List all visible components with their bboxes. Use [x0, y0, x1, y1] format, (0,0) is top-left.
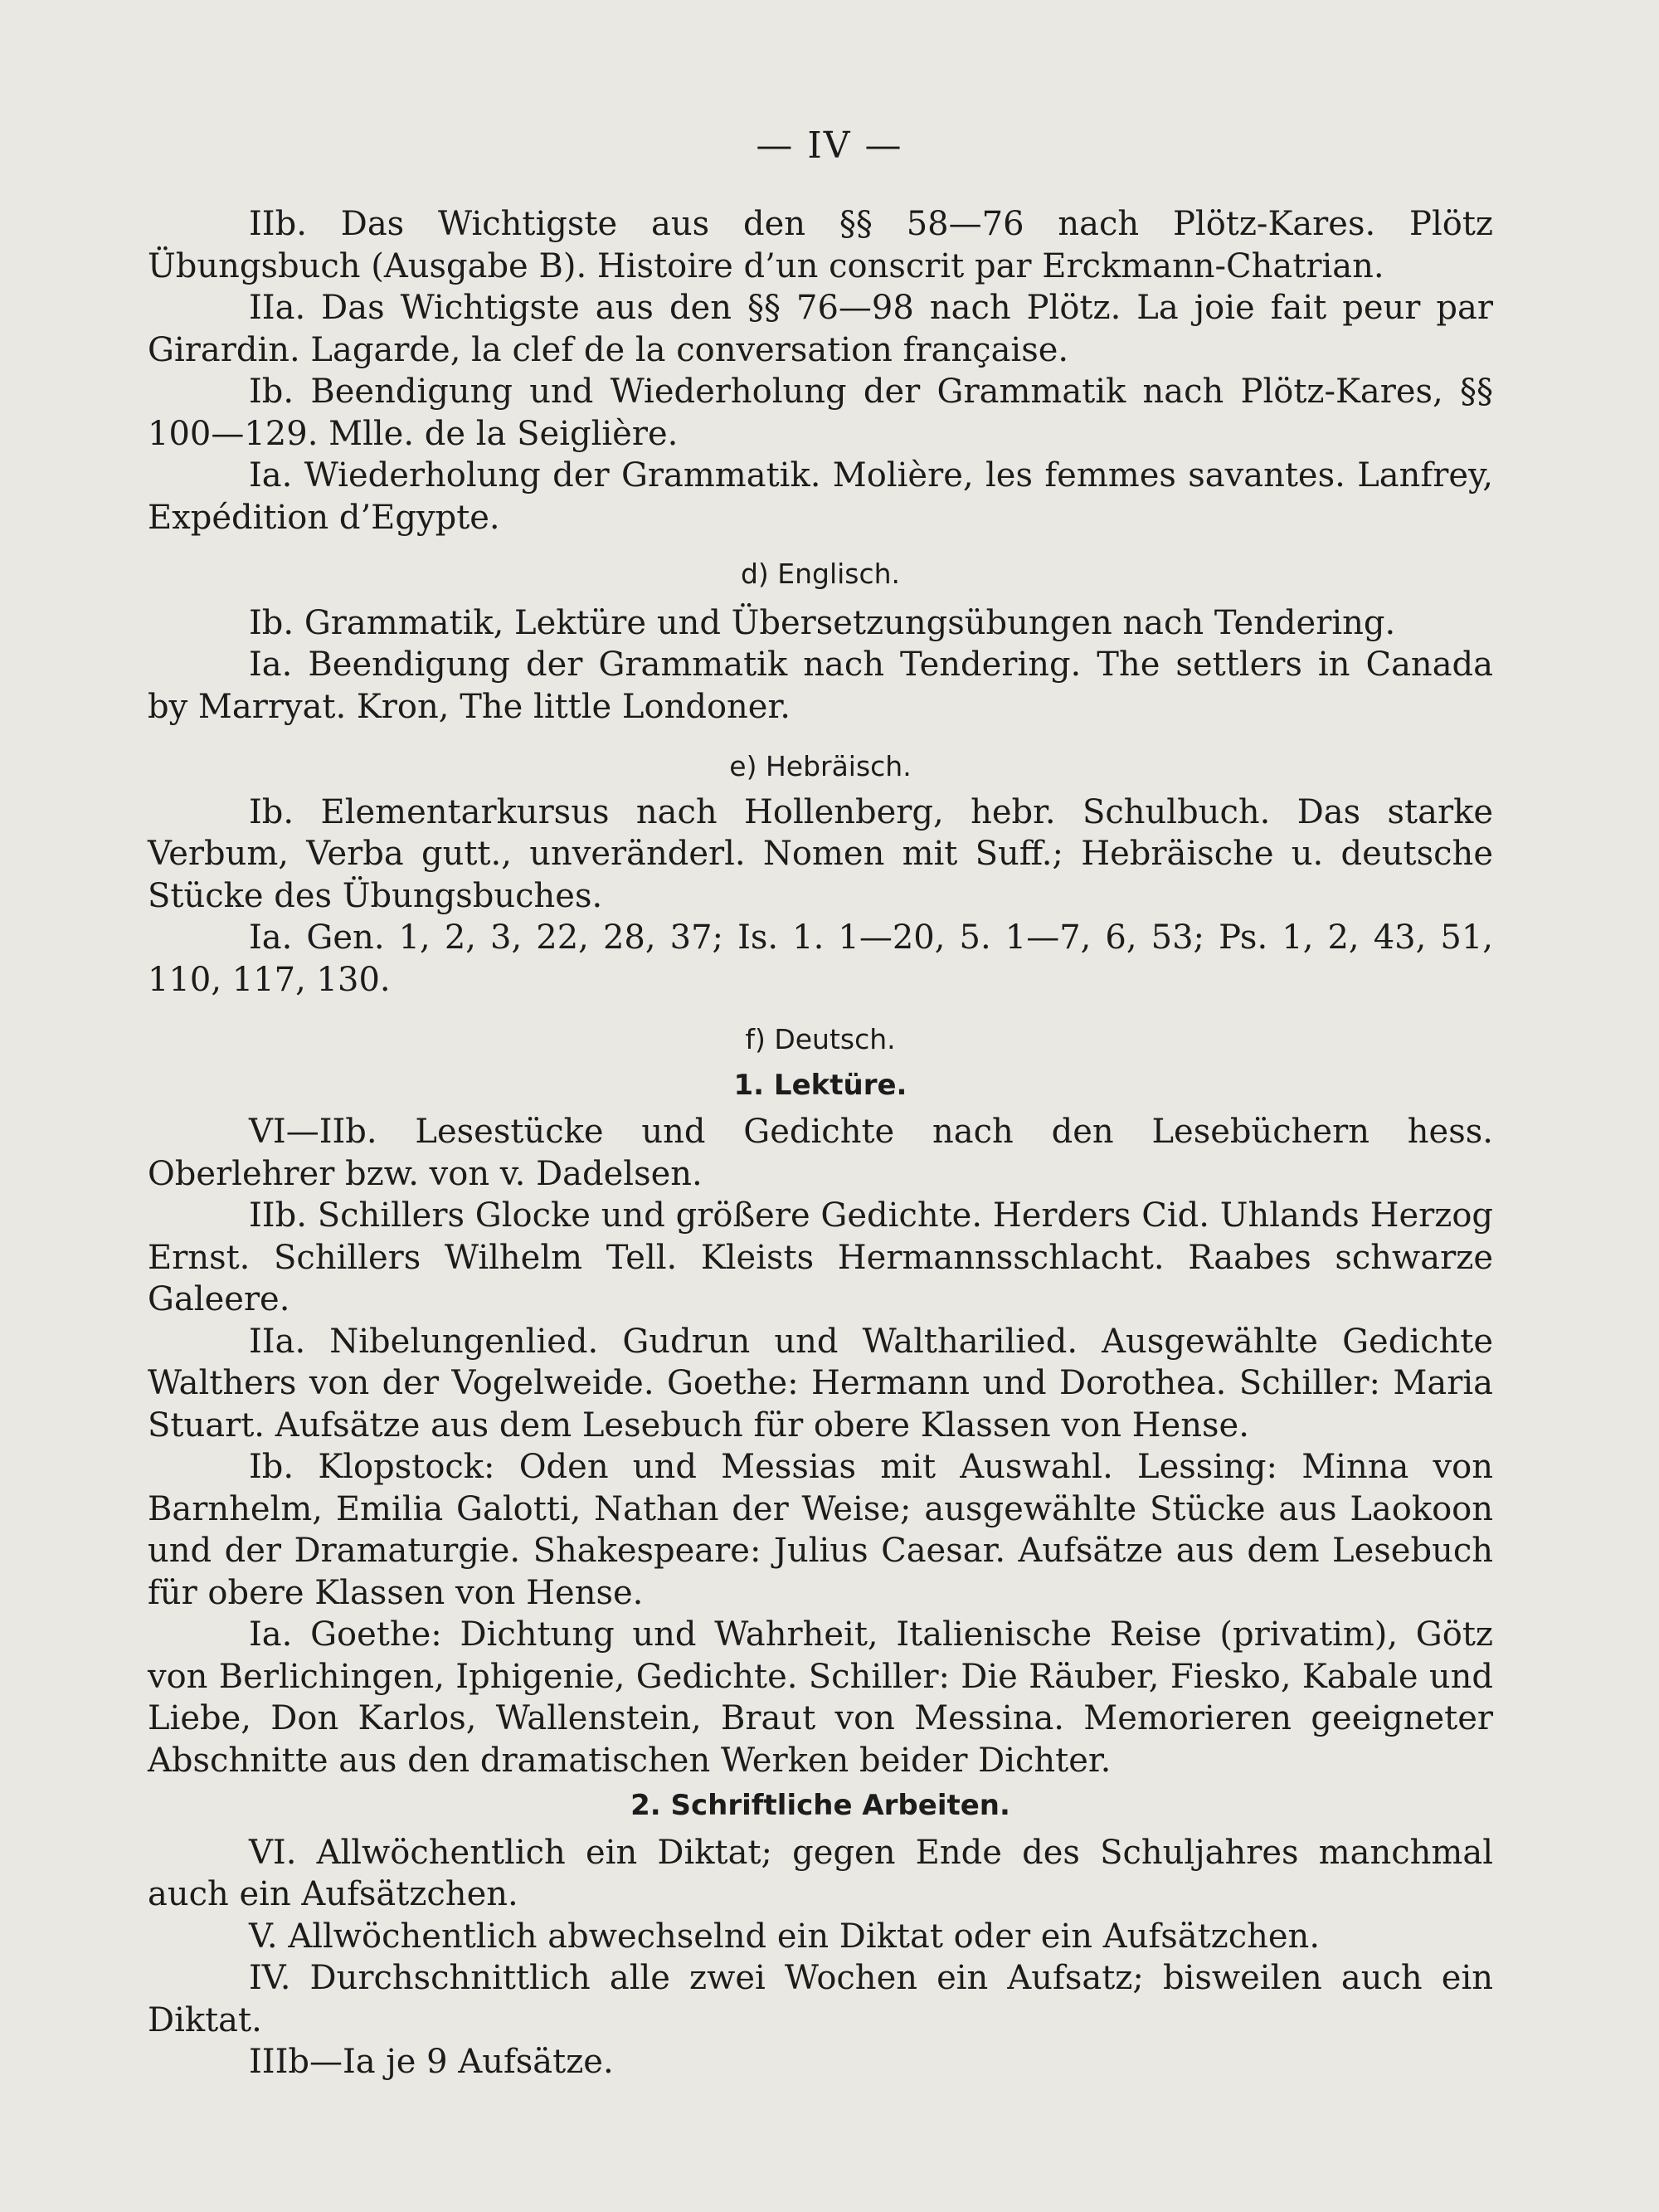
- paragraph-lektuere-iia: IIa. Nibelungenlied. Gudrun und Waltharilied. Ausgewählte Gedichte Walthers von der Vogelweide. Goethe: Hermann und Dorothea. Schiller: Maria Stuart. Aufsätze aus dem Lesebuch für obere Klassen von Hense.: [148, 1322, 1493, 1445]
- paragraph-franz-iib: IIb. Das Wichtigste aus den §§ 58—76 nach Plötz-Kares. Plötz Übungsbuch (Ausgabe B). Histoire d’un conscrit par Erckmann-Chatrian.: [148, 205, 1493, 285]
- paragraph-englisch-ia: Ia. Beendigung der Grammatik nach Tendering. The settlers in Canada by Marryat. Kron, The little Londoner.: [148, 646, 1493, 726]
- heading-hebraeisch: e) Hebräisch.: [729, 750, 912, 782]
- paragraph-lektuere-ia: Ia. Goethe: Dichtung und Wahrheit, Italienische Reise (privatim), Götz von Berlichingen, Iphigenie, Gedichte. Schiller: Die Räuber, Fiesko, Kabale und Liebe, Don Karlos, Wallenstein, Braut von Messina. Memorieren geeigneter Abschnitte aus den dramatischen Werken beider Dichter.: [148, 1615, 1493, 1780]
- paragraph-lektuere-vi-iib: VI—IIb. Lesestücke und Gedichte nach den Lesebüchern hess. Oberlehrer bzw. von v. Dadelsen.: [148, 1113, 1493, 1193]
- page-number-header: — IV —: [756, 124, 903, 167]
- heading-lektuere: 1. Lektüre.: [733, 1068, 907, 1102]
- paragraph-lektuere-ib: Ib. Klopstock: Oden und Messias mit Auswahl. Lessing: Minna von Barnhelm, Emilia Galotti, Nathan der Weise; ausgewählte Stücke aus Laokoon und der Dramaturgie. Shakespeare: Julius Caesar. Aufsätze aus dem Lesebuch für obere Klassen von Hense.: [148, 1448, 1493, 1612]
- heading-deutsch: f) Deutsch.: [745, 1023, 896, 1055]
- paragraph-schriftlich-iv: IV. Durchschnittlich alle zwei Wochen ein Aufsatz; bisweilen auch ein Diktat.: [148, 1959, 1493, 2039]
- paragraph-englisch-ib: Ib. Grammatik, Lektüre und Übersetzungsübungen nach Tendering.: [249, 603, 1396, 642]
- paragraph-franz-ib: Ib. Beendigung und Wiederholung der Grammatik nach Plötz-Kares, §§ 100—129. Mlle. de la Seiglière.: [148, 373, 1493, 453]
- heading-englisch: d) Englisch.: [740, 558, 901, 590]
- page-body: [148, 203, 1493, 2083]
- paragraph-schriftlich-iiib-ia: IIIb—Ia je 9 Aufsätze.: [249, 2043, 614, 2081]
- paragraph-hebraeisch-ia: Ia. Gen. 1, 2, 3, 22, 28, 37; Is. 1. 1—20, 5. 1—7, 6, 53; Ps. 1, 2, 43, 51, 110, 117, 130.: [148, 918, 1493, 999]
- paragraph-lektuere-iib: IIb. Schillers Glocke und größere Gedichte. Herders Cid. Uhlands Herzog Ernst. Schillers Wilhelm Tell. Kleists Hermannsschlacht. Raabes schwarze Galeere.: [148, 1196, 1493, 1318]
- paragraph-franz-ia: Ia. Wiederholung der Grammatik. Molière, les femmes savantes. Lanfrey, Expédition d’Egypte.: [148, 456, 1493, 537]
- paragraph-schriftlich-vi: VI. Allwöchentlich ein Diktat; gegen Ende des Schuljahres manchmal auch ein Aufsätzchen.: [148, 1833, 1493, 1913]
- heading-schriftliche-arbeiten: 2. Schriftliche Arbeiten.: [630, 1789, 1010, 1822]
- paragraph-schriftlich-v: V. Allwöchentlich abwechselnd ein Diktat oder ein Aufsätzchen.: [249, 1917, 1321, 1956]
- paragraph-franz-iia: IIa. Das Wichtigste aus den §§ 76—98 nach Plötz. La joie fait peur par Girardin. Lagarde, la clef de la conversation française.: [148, 289, 1493, 369]
- paragraph-hebraeisch-ib: Ib. Elementarkursus nach Hollenberg, hebr. Schulbuch. Das starke Verbum, Verba gutt., unveränderl. Nomen mit Suff.; Hebräische u. deutsche Stücke des Übungsbuches.: [148, 792, 1493, 915]
